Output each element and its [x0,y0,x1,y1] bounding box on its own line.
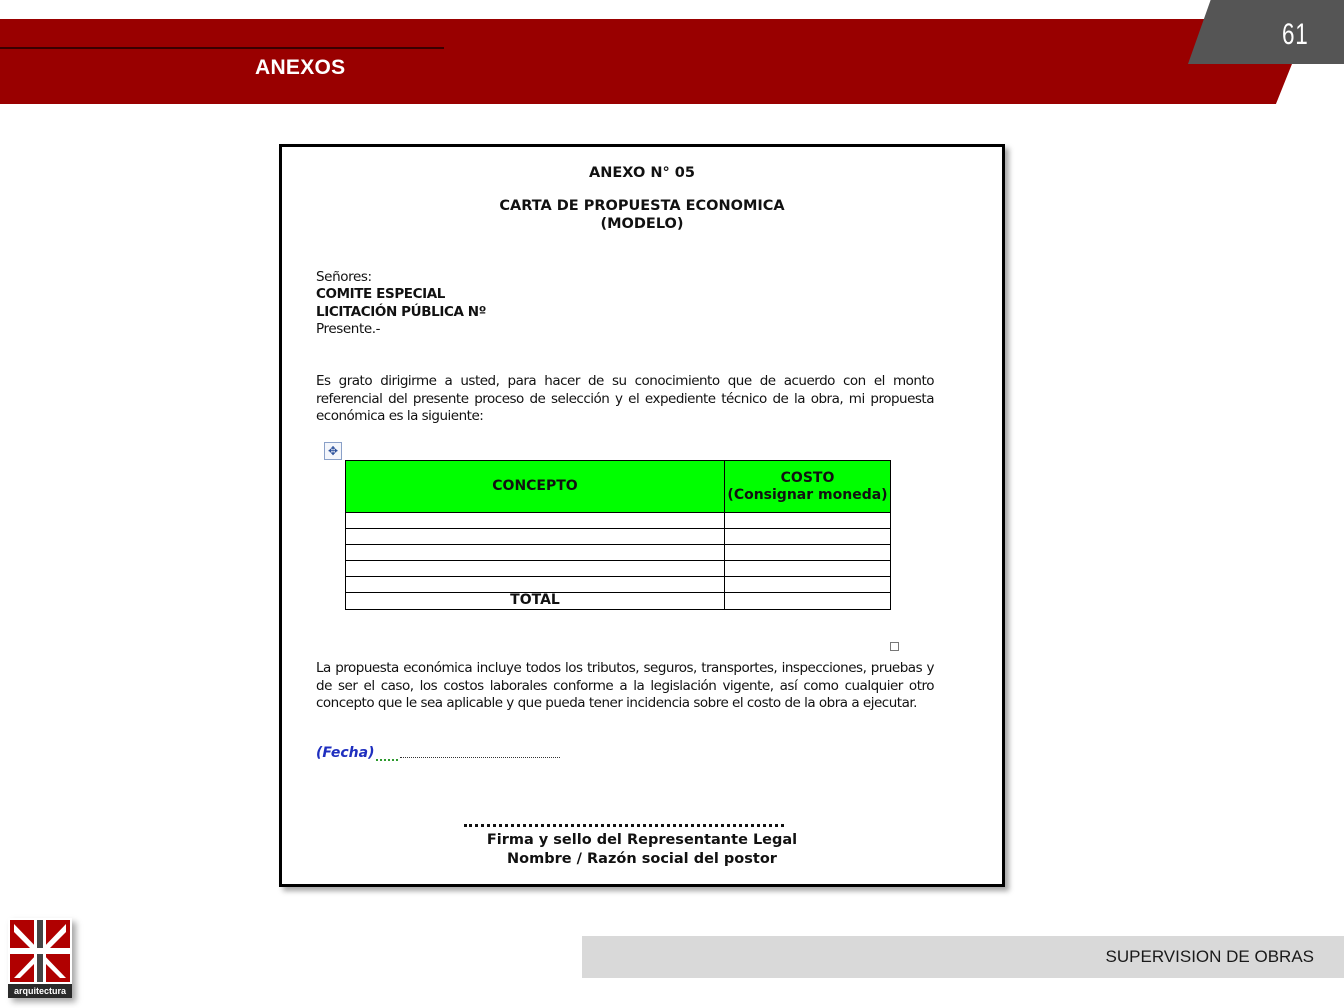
tender-line: LICITACIÓN PÚBLICA Nº [316,304,486,320]
table-row [346,545,891,561]
column-header-cost [725,461,891,513]
signature-dotted-line [464,824,784,827]
architecture-logo-icon [8,918,72,998]
annex-number: ANEXO N° 05 [589,165,695,181]
cost-cell[interactable] [725,561,891,577]
header-band [0,19,1310,104]
table-row [346,561,891,577]
total-label: TOTAL [346,593,725,610]
table-resize-handle[interactable] [890,642,899,651]
cost-cell[interactable] [725,529,891,545]
total-cost-cell[interactable] [725,593,891,610]
logo-label: arquitectura [8,984,72,998]
page-title: ANEXOS [255,56,346,79]
document-subtitle: (MODELO) [600,216,684,232]
footer-text: SUPERVISION DE OBRAS [1105,947,1314,966]
document-title: CARTA DE PROPUESTA ECONOMICA [499,198,785,214]
table-move-handle-icon[interactable]: ✥ [324,442,342,460]
page-number: 61 [1282,18,1309,51]
concept-cell[interactable] [346,561,725,577]
cost-cell[interactable] [725,513,891,529]
concept-cell[interactable] [346,545,725,561]
table-row [346,529,891,545]
footer-bar [582,936,1344,978]
logo-mark [8,918,72,984]
spellcheck-underline [376,753,398,761]
table-total-row [346,593,891,610]
date-dotted-line [400,757,560,758]
concept-cell[interactable] [346,513,725,529]
table-row [346,577,891,593]
header-divider [0,47,444,49]
column-header-concept: CONCEPTO [346,461,725,513]
cost-cell[interactable] [725,545,891,561]
concept-cell[interactable] [346,529,725,545]
economic-proposal-table [345,460,891,610]
intro-paragraph: Es grato dirigirme a usted, para hacer de su conocimiento que de acuerdo con el monto referencial del presente proceso de selección y el expediente técnico de la obra, mi propuesta económica es la siguiente: [316,373,934,424]
date-label: (Fecha) [316,745,375,761]
concept-cell[interactable] [346,577,725,593]
page-number-tab [1188,0,1344,64]
bidder-name-line: Nombre / Razón social del postor [507,851,777,867]
table-header-row [346,461,891,513]
column-header-cost-note: (Consignar moneda) [727,486,888,503]
annex-document [279,144,1005,887]
table-row [346,513,891,529]
greeting: Señores: [316,269,372,285]
cost-cell[interactable] [725,577,891,593]
signature-line: Firma y sello del Representante Legal [486,832,798,848]
column-header-cost-label: COSTO [780,469,835,486]
disclaimer-paragraph: La propuesta económica incluye todos los tributos, seguros, transportes, inspecciones, pruebas y de ser el caso, los costos laborales conforme a la legislación vigente, así como cualquier otro concepto que le sea aplicable y que pueda tener incidencia sobre el costo de la obra a ejecutar. [316,660,934,711]
committee-line: COMITE ESPECIAL [316,286,446,302]
present-line: Presente.- [316,321,381,337]
